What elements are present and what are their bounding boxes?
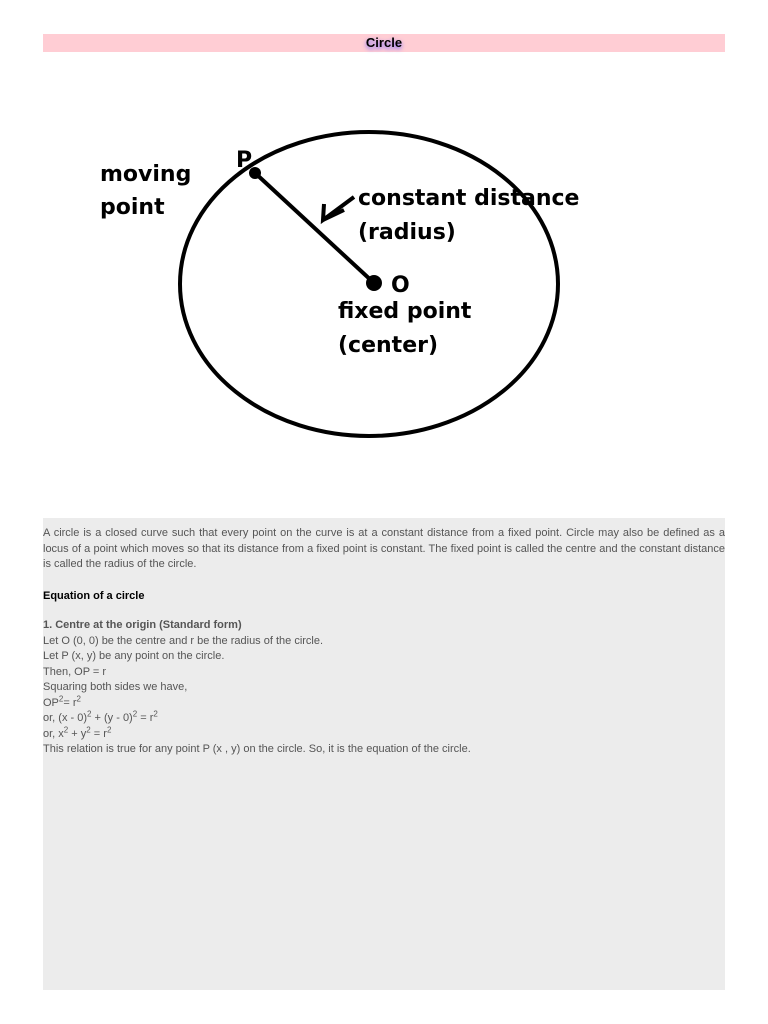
label-moving: moving [100, 162, 192, 187]
equation-1: $OP^2= r^2$ [43, 693, 81, 709]
text-line: Then, OP = r [43, 665, 107, 678]
center-dot [366, 275, 382, 291]
label-point: point [100, 195, 165, 220]
equation-2: or, $(x - 0)^2 + (y - 0)^2 = r^2$ [43, 709, 158, 724]
content-panel [43, 518, 725, 990]
intro-paragraph: A circle is a closed curve such that every point on the curve is at a constant distance from a fixed point. Circle may also be defined as a locus of a point which moves so that its distance from a fixed point is constant. The fixed point is called the centre and the constant distance is called the radius of the circle. [43, 527, 725, 570]
radius-line [254, 172, 374, 283]
circle-figure [80, 130, 640, 450]
label-o: O [391, 273, 410, 298]
title-bar [43, 34, 725, 52]
label-radius: (radius) [358, 220, 456, 245]
subsection-heading: 1. Centre at the origin (Standard form) [43, 619, 242, 631]
label-constant-distance: constant distance [358, 186, 580, 211]
text-line: Let O (0, 0) be the centre and r be the radius of the circle. [43, 634, 324, 647]
circle-diagram [80, 130, 640, 450]
label-fixed-point: fixed point [338, 299, 472, 324]
text-line: Let P (x, y) be any point on the circle. [43, 650, 225, 662]
label-p: P [236, 148, 253, 173]
page-title: Circle [365, 35, 403, 50]
label-center: (center) [338, 333, 439, 358]
section-heading: Equation of a circle [43, 589, 145, 602]
text-line: Squaring both sides we have, [43, 681, 188, 693]
conclusion-line: This relation is true for any point P (x , y) on the circle. So, it is the equation of the circle. [43, 743, 471, 755]
equation-3: or, $x^2 + y^2 = r^2$ [43, 724, 112, 740]
